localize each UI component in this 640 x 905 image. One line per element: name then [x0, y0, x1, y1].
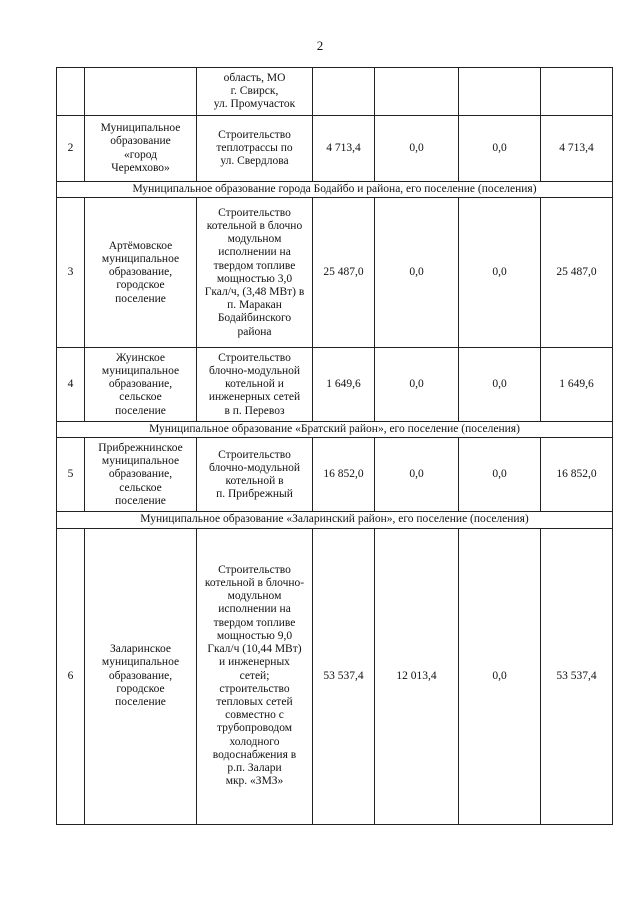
section-title-bratsk: Муниципальное образование «Братский район», его поселение (поселения)	[57, 422, 613, 438]
table-row	[57, 438, 613, 512]
amount-cell: 53 537,4	[313, 528, 375, 824]
section-header-row	[57, 182, 613, 198]
amount-cell	[313, 68, 375, 116]
amount-cell: 4 713,4	[313, 116, 375, 182]
row-number-cell: 6	[57, 528, 85, 824]
amount-cell: 0,0	[459, 438, 541, 512]
table-row-continuation	[57, 68, 613, 116]
project-description-cell: область, МО г. Свирск, ул. Промучасток	[197, 68, 313, 116]
table-row	[57, 198, 613, 348]
project-description-cell: Строительство теплотрассы по ул. Свердлова	[197, 116, 313, 182]
section-header-row	[57, 512, 613, 528]
project-description-cell: Строительство блочно-модульной котельной в п. Прибрежный	[197, 438, 313, 512]
amount-cell: 0,0	[459, 348, 541, 422]
row-number-cell: 5	[57, 438, 85, 512]
project-description-cell: Строительство котельной в блочно модульном исполнении на твердом топливе мощностью 3,0 Гкал/ч, (3,48 МВт) в п. Маракан Бодайбинского района	[197, 198, 313, 348]
amount-cell: 0,0	[459, 116, 541, 182]
municipality-cell	[85, 68, 197, 116]
table-row	[57, 348, 613, 422]
total-cell: 25 487,0	[541, 198, 613, 348]
amount-cell: 16 852,0	[313, 438, 375, 512]
total-cell: 53 537,4	[541, 528, 613, 824]
page-number: 2	[316, 38, 324, 53]
table-row	[57, 116, 613, 182]
total-cell: 1 649,6	[541, 348, 613, 422]
row-number-cell: 4	[57, 348, 85, 422]
total-cell: 4 713,4	[541, 116, 613, 182]
project-description-cell: Строительство котельной в блочно- модульном исполнении на твердом топливе мощностью 9,0 Гкал/ч (10,44 МВт) и инженерных сетей; строительство тепловых сетей совместно с трубопроводом холодного водоснабжения в р.п. Залари мкр. «ЗМЗ»	[197, 528, 313, 824]
section-title-zalari: Муниципальное образование «Заларинский район», его поселение (поселения)	[57, 512, 613, 528]
amount-cell: 25 487,0	[313, 198, 375, 348]
row-number-cell	[57, 68, 85, 116]
row-number-cell: 2	[57, 116, 85, 182]
section-header-row	[57, 422, 613, 438]
amount-cell: 12 013,4	[375, 528, 459, 824]
funding-table	[56, 67, 613, 825]
municipality-cell: Артёмовское муниципальное образование, городское поселение	[85, 198, 197, 348]
row-number-cell: 3	[57, 198, 85, 348]
amount-cell: 0,0	[375, 348, 459, 422]
municipality-cell: Прибрежнинское муниципальное образование, сельское поселение	[85, 438, 197, 512]
municipality-cell: Жуинское муниципальное образование, сельское поселение	[85, 348, 197, 422]
total-cell	[541, 68, 613, 116]
amount-cell: 0,0	[375, 438, 459, 512]
project-description-cell: Строительство блочно-модульной котельной и инженерных сетей в п. Перевоз	[197, 348, 313, 422]
amount-cell: 0,0	[459, 528, 541, 824]
municipality-cell: Заларинское муниципальное образование, городское поселение	[85, 528, 197, 824]
amount-cell	[459, 68, 541, 116]
section-title-bodaibo: Муниципальное образование города Бодайбо и района, его поселение (поселения)	[57, 182, 613, 198]
amount-cell: 1 649,6	[313, 348, 375, 422]
municipality-cell: Муниципальное образование «город Черемхово»	[85, 116, 197, 182]
table-row	[57, 528, 613, 824]
amount-cell: 0,0	[375, 116, 459, 182]
amount-cell	[375, 68, 459, 116]
total-cell: 16 852,0	[541, 438, 613, 512]
amount-cell: 0,0	[459, 198, 541, 348]
amount-cell: 0,0	[375, 198, 459, 348]
